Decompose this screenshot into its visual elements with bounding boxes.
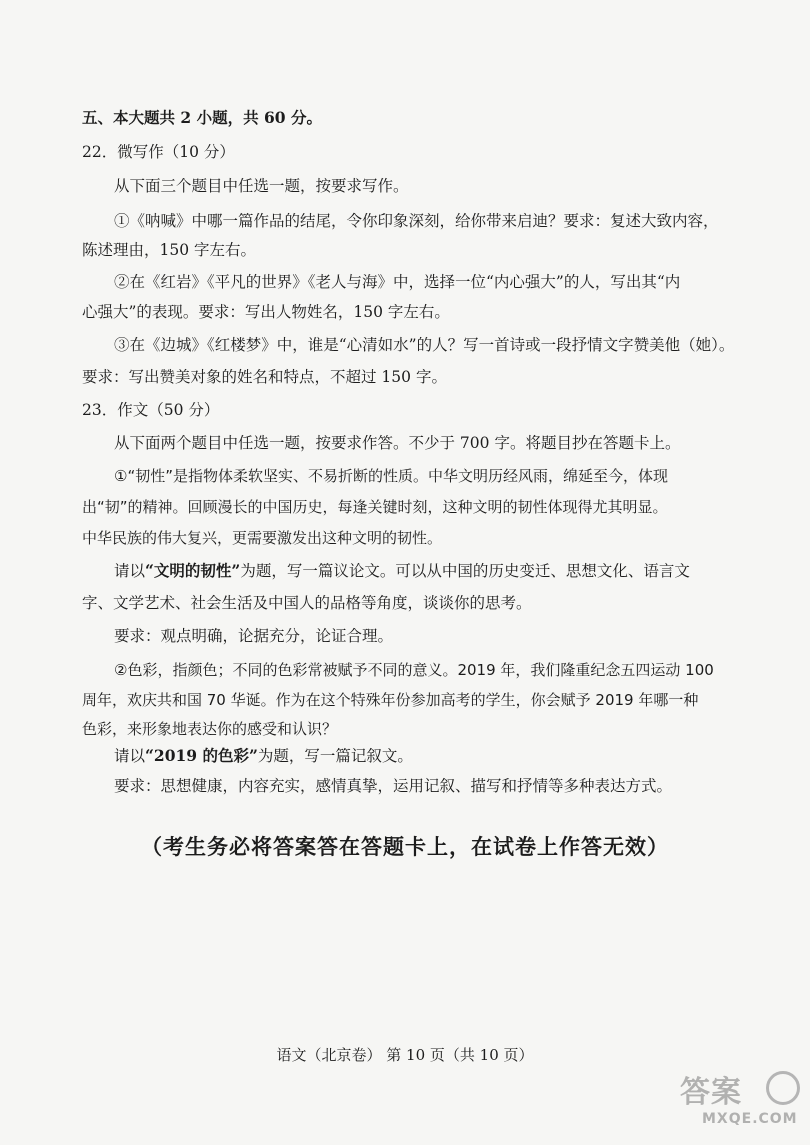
q23-option2-line1: ②色彩，指颜色；不同的色彩常被赋予不同的意义。2019 年，我们隆重纪念五四运动 100 bbox=[114, 661, 714, 679]
q22-option3-line1: ③在《边城》《红楼梦》中，谁是“心清如水”的人？写一首诗或一段抒情文字赞美他（她）。 bbox=[114, 336, 735, 354]
watermark-domain: MXQE.COM bbox=[702, 1111, 798, 1127]
watermark-ring-icon bbox=[766, 1071, 800, 1105]
prompt-suffix: 为题，写一篇记叙文。 bbox=[257, 747, 413, 765]
page-footer: 语文（北京卷） 第 10 页（共 10 页） bbox=[276, 1046, 534, 1064]
q23-option2-prompt bbox=[114, 746, 730, 766]
q23-option1-line1: ①“韧性”是指物体柔软坚实、不易折断的性质。中华文明历经风雨，绵延至今，体现 bbox=[114, 467, 668, 485]
q22-option1-line2: 陈述理由，150 字左右。 bbox=[82, 241, 257, 259]
q22-option2-line1: ②在《红岩》《平凡的世界》《老人与海》中，选择一位“内心强大”的人，写出其“内 bbox=[114, 273, 681, 291]
prompt-suffix: 为题，写一篇议论文。可以从中国的历史变迁、思想文化、语言文 bbox=[240, 562, 690, 580]
q23-option1-prompt-line2: 字、文学艺术、社会生活及中国人的品格等角度，谈谈你的思考。 bbox=[82, 594, 532, 612]
q23-option2-line3: 色彩，来形象地表达你的感受和认识？ bbox=[82, 720, 338, 738]
prompt-essay-title: “2019 的色彩” bbox=[145, 746, 258, 765]
q23-title: 23．作文（50 分） bbox=[82, 401, 220, 419]
prompt-prefix: 请以 bbox=[114, 747, 146, 765]
q23-option1-requirement: 要求：观点明确，论据充分，论证合理。 bbox=[114, 627, 394, 645]
q22-option1-line1: ①《呐喊》中哪一篇作品的结尾，令你印象深刻，给你带来启迪？要求：复述大致内容， bbox=[114, 212, 719, 230]
q23-option2-requirement: 要求：思想健康，内容充实，感情真挚，运用记叙、描写和抒情等多种表达方式。 bbox=[114, 777, 673, 795]
site-watermark-logo bbox=[680, 1067, 800, 1137]
q23-option1-line2: 出“韧”的精神。回顾漫长的中国历史，每逢关键时刻，这种文明的韧性体现得尤其明显。 bbox=[82, 498, 668, 516]
q22-option2-line2: 心强大”的表现。要求：写出人物姓名，150 字左右。 bbox=[82, 303, 450, 321]
q23-option1-prompt bbox=[114, 561, 730, 581]
watermark-main-text: 答案 bbox=[680, 1075, 742, 1110]
q23-option1-line3: 中华民族的伟大复兴，更需要激发出这种文明的韧性。 bbox=[82, 529, 443, 547]
q22-intro: 从下面三个题目中任选一题，按要求写作。 bbox=[114, 177, 409, 195]
answer-sheet-notice: （考生务必将答案答在答题卡上，在试卷上作答无效） bbox=[141, 835, 669, 859]
q22-title: 22．微写作（10 分） bbox=[82, 143, 235, 161]
prompt-prefix: 请以 bbox=[114, 562, 146, 580]
prompt-essay-title: “文明的韧性” bbox=[145, 561, 241, 580]
q23-intro: 从下面两个题目中任选一题，按要求作答。不少于 700 字。将题目抄在答题卡上。 bbox=[114, 434, 681, 452]
q23-option2-line2: 周年，欢庆共和国 70 华诞。作为在这个特殊年份参加高考的学生，你会赋予 2019 年哪一种 bbox=[82, 691, 699, 709]
section-heading: 五、本大题共 2 小题，共 60 分。 bbox=[82, 108, 322, 127]
q22-option3-line2: 要求：写出赞美对象的姓名和特点，不超过 150 字。 bbox=[82, 368, 447, 386]
